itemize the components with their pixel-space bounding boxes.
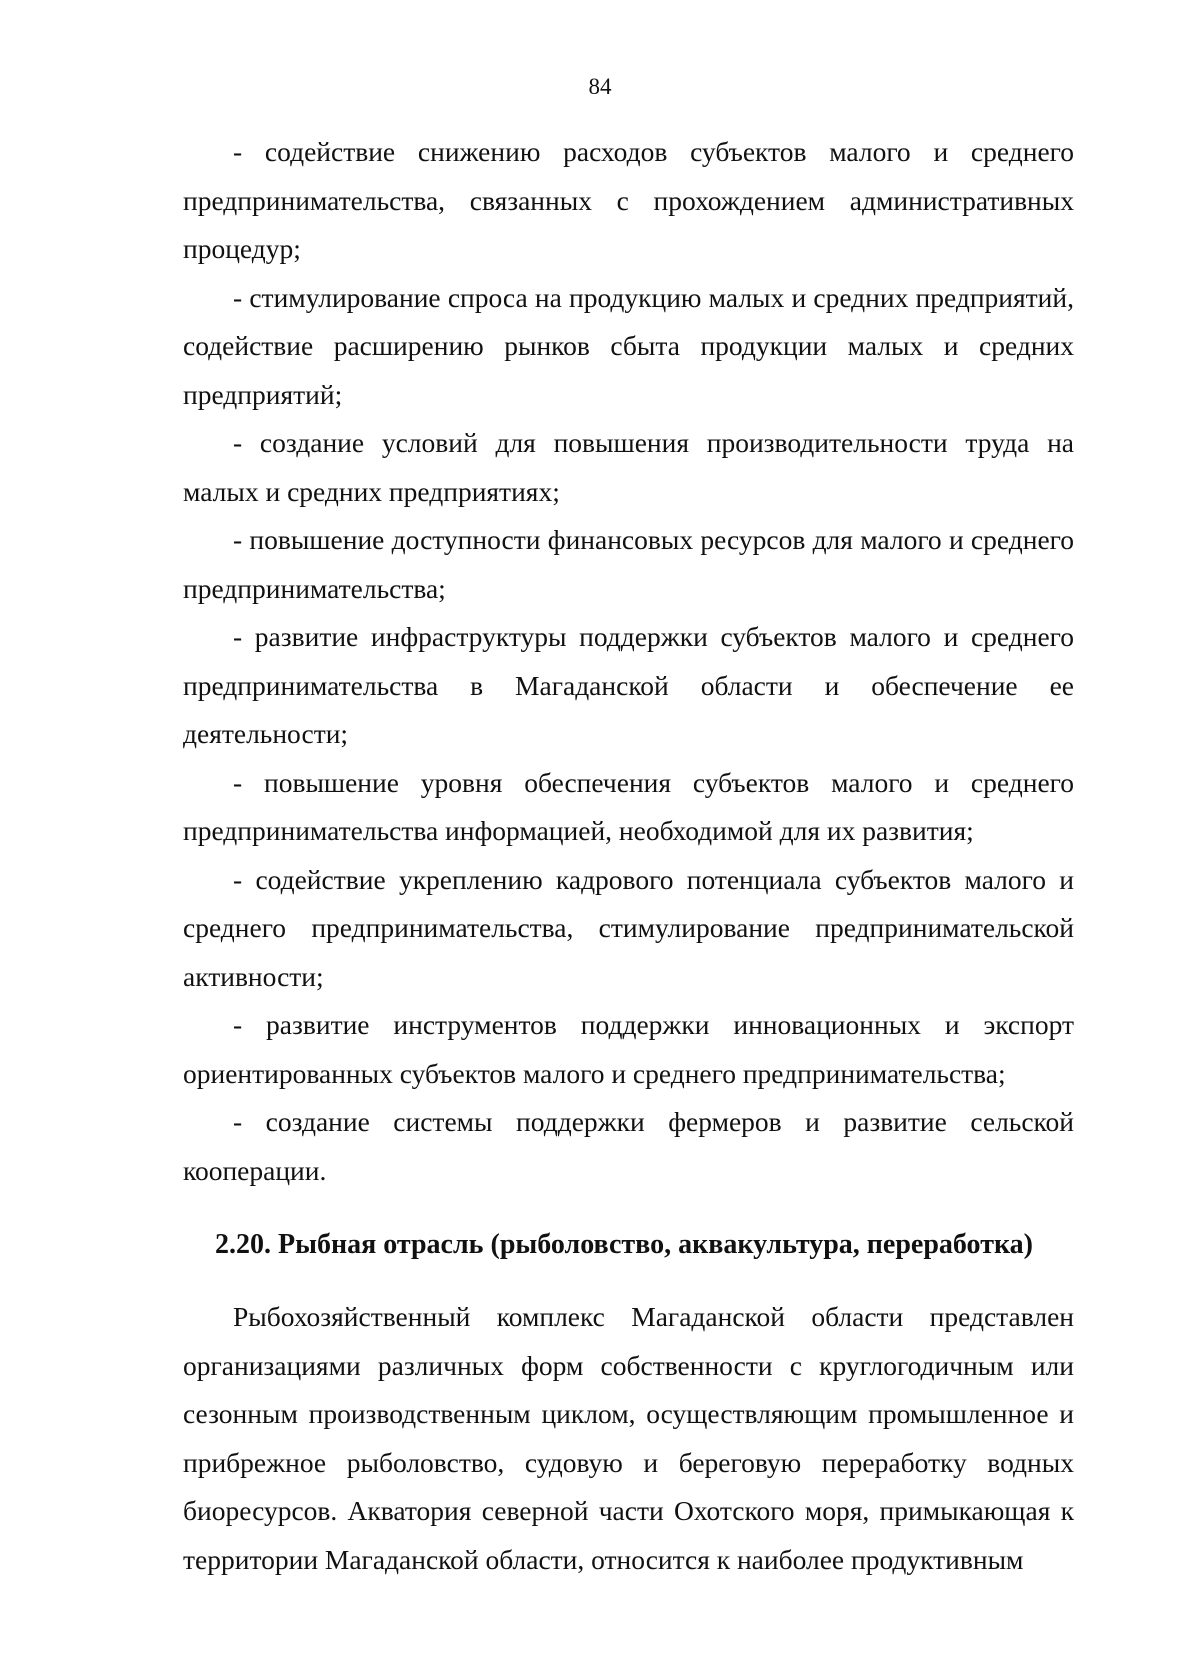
page-content [183, 128, 1074, 1584]
list-item: - содействие укреплению кадрового потенциала субъектов малого и среднего предпринимательства, стимулирование предпринимательской активности; [183, 863, 1074, 992]
list-item: - стимулирование спроса на продукцию малых и средних предприятий, содействие расширению рынков сбыта продукции малых и средних предприятий; [183, 281, 1074, 410]
list-item: - содействие снижению расходов субъектов малого и среднего предпринимательства, связанных с прохождением административных процедур; [183, 136, 1074, 264]
section-paragraph: Рыбохозяйственный комплекс Магаданской области представлен организациями различных форм собственности с круглогодичным или сезонным производственным циклом, осуществляющим промышленное и прибрежное рыболовство, судовую и береговую переработку водных биоресурсов. Акватория северной части Охотского моря, примыкающая к территории Магаданской области, относится к наиболее продуктивным [183, 1301, 1074, 1575]
page-number: 84 [588, 74, 612, 99]
list-item: - повышение уровня обеспечения субъектов малого и среднего предпринимательства информацией, необходимой для их развития; [183, 766, 1074, 846]
list-item: - развитие инфраструктуры поддержки субъектов малого и среднего предпринимательства в Магаданской области и обеспечение ее деятельности; [183, 621, 1074, 749]
list-item: - развитие инструментов поддержки инновационных и экспорт ориентированных субъектов малого и среднего предпринимательства; [183, 1009, 1074, 1089]
list-item: - создание условий для повышения производительности труда на малых и средних предприятиях; [183, 427, 1074, 507]
list-item: - повышение доступности финансовых ресурсов для малого и среднего предпринимательства; [183, 524, 1074, 604]
section-heading: 2.20. Рыбная отрасль (рыболовство, аквакультура, переработка) [215, 1229, 1033, 1260]
list-item: - создание системы поддержки фермеров и развитие сельской кооперации. [183, 1106, 1074, 1186]
